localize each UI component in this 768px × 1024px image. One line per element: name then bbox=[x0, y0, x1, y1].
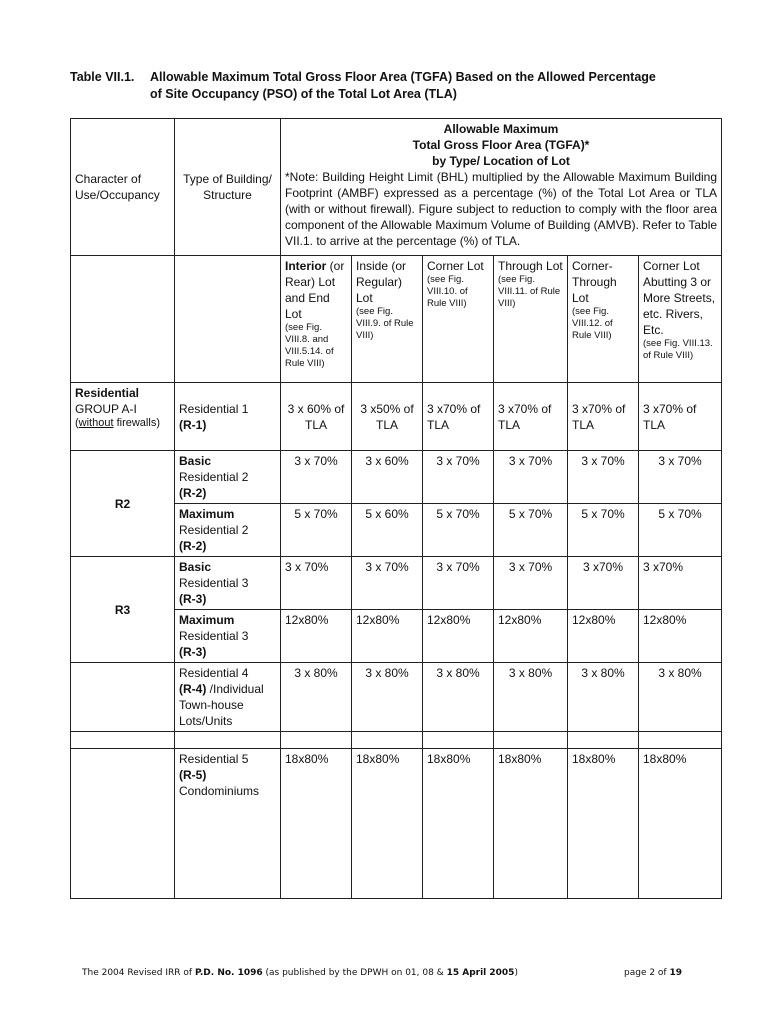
table-row-r5 bbox=[71, 749, 722, 899]
value-cell: 5 x 70% bbox=[281, 504, 352, 557]
table-row-r3-basic bbox=[71, 557, 722, 610]
building-type-r1: Residential 1 (R-1) bbox=[175, 383, 281, 451]
value-cell: 3 x 70% bbox=[423, 557, 494, 610]
table-title-line2: of Site Occupancy (PSO) of the Total Lot Area (TLA) bbox=[150, 87, 457, 101]
value-cell: 12x80% bbox=[568, 610, 639, 663]
lot-type-through: Through Lot (see Fig. VIII.11. of Rule VIII) bbox=[494, 256, 568, 383]
empty-cell bbox=[568, 732, 639, 749]
value-cell: 12x80% bbox=[423, 610, 494, 663]
value-cell: 3 x 70% bbox=[281, 451, 352, 504]
header-row bbox=[71, 119, 722, 256]
table-row-r4 bbox=[71, 663, 722, 732]
lot-type-corner: Corner Lot (see Fig. VIII.10. of Rule VIII) bbox=[423, 256, 494, 383]
value-cell: 3 x 80% bbox=[494, 663, 568, 732]
value-cell: 12x80% bbox=[639, 610, 722, 663]
lot-type-corner-abutting: Corner Lot Abutting 3 or More Streets, etc. Rivers, Etc. (see Fig. VIII.13. of Rule VIII) bbox=[639, 256, 722, 383]
building-type-r2-basic: Basic Residential 2 (R-2) bbox=[175, 451, 281, 504]
value-cell: 3 x70% of TLA bbox=[639, 383, 722, 451]
building-type-r3-max: Maximum Residential 3 (R-3) bbox=[175, 610, 281, 663]
value-cell: 3 x70% of TLA bbox=[494, 383, 568, 451]
header-allowable-tgfa bbox=[281, 119, 722, 256]
value-cell: 18x80% bbox=[352, 749, 423, 899]
value-cell: 3 x 70% bbox=[281, 557, 352, 610]
value-cell: 3 x 80% bbox=[568, 663, 639, 732]
header-note: *Note: Building Height Limit (BHL) multiplied by the Allowable Maximum Building Footprint (AMBF) expressed as a percentage (%) of the Total Lot Area or TLA (with or without firewall). Figure subject to reduction to comply with the floor area component of the Allowable Maximum Volume of Building (AMVB). Refer to Table VII.1. to arrive at the percentage (%) of TLA. bbox=[285, 170, 718, 248]
table-row-r1 bbox=[71, 383, 722, 451]
empty-cell bbox=[71, 256, 175, 383]
value-cell: 3 x 70% bbox=[639, 451, 722, 504]
table-title-line1: Allowable Maximum Total Gross Floor Area (TGFA) Based on the Allowed Percentage bbox=[150, 70, 656, 84]
empty-cell bbox=[175, 256, 281, 383]
value-cell: 3 x 70% bbox=[494, 557, 568, 610]
value-cell: 3 x70% bbox=[568, 557, 639, 610]
empty-cell bbox=[281, 732, 352, 749]
building-type-r2-max: Maximum Residential 2 (R-2) bbox=[175, 504, 281, 557]
group-r3: R3 bbox=[71, 557, 175, 663]
value-cell: 5 x 70% bbox=[568, 504, 639, 557]
value-cell: 12x80% bbox=[494, 610, 568, 663]
value-cell: 3 x 70% bbox=[423, 451, 494, 504]
value-cell: 18x80% bbox=[423, 749, 494, 899]
lot-type-inside: Inside (or Regular) Lot (see Fig. VIII.9. of Rule VIII) bbox=[352, 256, 423, 383]
value-cell: 3 x70% of TLA bbox=[568, 383, 639, 451]
value-cell: 5 x 70% bbox=[423, 504, 494, 557]
value-cell: 3 x 80% bbox=[281, 663, 352, 732]
value-cell: 3 x 70% bbox=[494, 451, 568, 504]
empty-cell bbox=[423, 732, 494, 749]
value-cell: 18x80% bbox=[494, 749, 568, 899]
header-title-line2: Total Gross Floor Area (TGFA)* bbox=[412, 138, 590, 152]
group-residential: Residential GROUP A-I (without firewalls) bbox=[71, 383, 175, 451]
lot-type-interior: Interior (or Rear) Lot and End Lot (see Fig. VIII.8. and VIII.5.14. of Rule VIII) bbox=[281, 256, 352, 383]
empty-cell bbox=[494, 732, 568, 749]
value-cell: 3 x 60% bbox=[352, 451, 423, 504]
page-footer bbox=[82, 968, 682, 978]
value-cell: 5 x 60% bbox=[352, 504, 423, 557]
building-type-r5: Residential 5 (R-5) Condominiums bbox=[175, 749, 281, 899]
building-type-r4: Residential 4 (R-4) /Individual Town-house Lots/Units bbox=[175, 663, 281, 732]
value-cell: 18x80% bbox=[281, 749, 352, 899]
value-cell: 18x80% bbox=[568, 749, 639, 899]
empty-cell bbox=[352, 732, 423, 749]
value-cell: 3 x 80% bbox=[352, 663, 423, 732]
building-type-r3-basic: Basic Residential 3 (R-3) bbox=[175, 557, 281, 610]
value-cell: 5 x 70% bbox=[639, 504, 722, 557]
empty-cell bbox=[71, 663, 175, 732]
value-cell: 12x80% bbox=[281, 610, 352, 663]
header-title-line1: Allowable Maximum bbox=[443, 122, 559, 136]
header-character-of-use: Character of Use/Occupancy bbox=[71, 119, 175, 256]
table-title bbox=[70, 69, 710, 103]
value-cell: 3 x50% of TLA bbox=[352, 383, 423, 451]
table-number: Table VII.1. bbox=[70, 70, 135, 84]
table-row-r2-basic bbox=[71, 451, 722, 504]
header-type-of-building: Type of Building/ Structure bbox=[175, 119, 281, 256]
value-cell: 12x80% bbox=[352, 610, 423, 663]
empty-cell bbox=[175, 732, 281, 749]
spacer-row bbox=[71, 732, 722, 749]
value-cell: 18x80% bbox=[639, 749, 722, 899]
tgfa-table bbox=[70, 118, 722, 899]
value-cell: 5 x 70% bbox=[494, 504, 568, 557]
value-cell: 3 x70% bbox=[639, 557, 722, 610]
value-cell: 3 x 80% bbox=[639, 663, 722, 732]
footer-source: The 2004 Revised IRR of P.D. No. 1096 (as published by the DPWH on 01, 08 & 15 April 2005) bbox=[82, 968, 518, 978]
lot-type-corner-through: Corner-Through Lot (see Fig. VIII.12. of Rule VIII) bbox=[568, 256, 639, 383]
empty-cell bbox=[639, 732, 722, 749]
value-cell: 3 x 70% bbox=[352, 557, 423, 610]
page-number: page 2 of 19 bbox=[624, 968, 682, 978]
header-title-line3: by Type/ Location of Lot bbox=[432, 154, 570, 168]
empty-cell bbox=[71, 749, 175, 899]
value-cell: 3 x 80% bbox=[423, 663, 494, 732]
group-r2: R2 bbox=[71, 451, 175, 557]
value-cell: 3 x70% of TLA bbox=[423, 383, 494, 451]
value-cell: 3 x 70% bbox=[568, 451, 639, 504]
lot-type-row bbox=[71, 256, 722, 383]
empty-cell bbox=[71, 732, 175, 749]
value-cell: 3 x 60% of TLA bbox=[281, 383, 352, 451]
